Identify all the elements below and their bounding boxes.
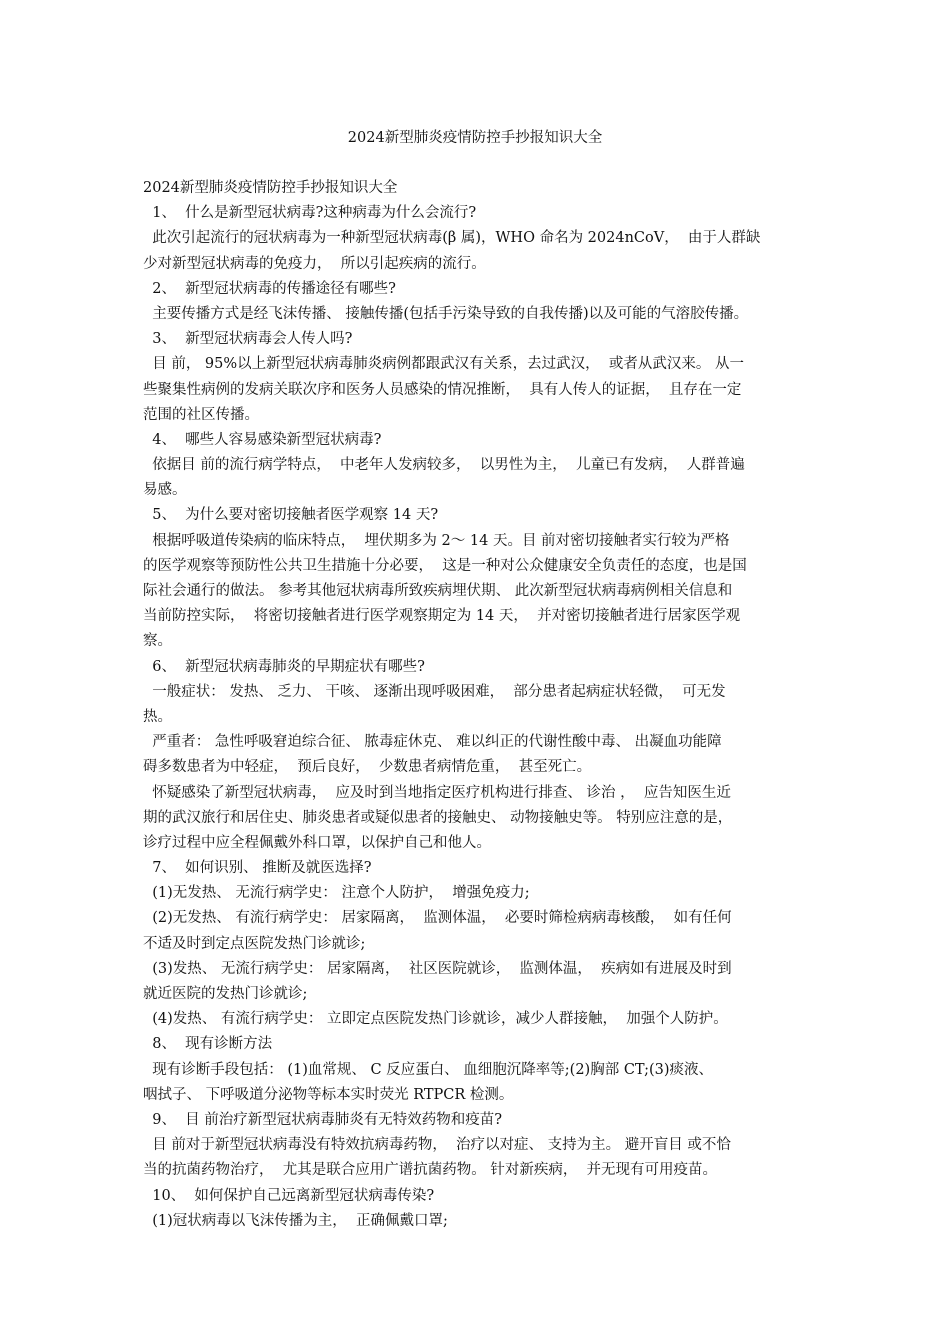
body-line: 8、 现有诊断方法 bbox=[143, 1036, 273, 1053]
body-line: 目 前， 95%以上新型冠状病毒肺炎病例都跟武汉有关系，去过武汉， 或者从武汉来。 从一 bbox=[143, 356, 744, 373]
body-line: 7、 如何识别、 推断及就医选择? bbox=[143, 860, 372, 877]
body-line: 9、 目 前治疗新型冠状病毒肺炎有无特效药物和疫苗? bbox=[143, 1111, 503, 1128]
body-line: 际社会通行的做法。 参考其他冠状病毒所致疾病埋伏期、 此次新型冠状病毒病例相关信息和 bbox=[143, 583, 733, 599]
body-line: 2024新型肺炎疫情防控手抄报知识大全 bbox=[143, 180, 398, 196]
body-line: 10、 如何保护自己远离新型冠状病毒传染? bbox=[143, 1187, 435, 1204]
body-line: 热。 bbox=[143, 708, 172, 725]
body-line: 一般症状： 发热、 乏力、 干咳、 逐渐出现呼吸困难， 部分患者起病症状轻微， 可无发 bbox=[143, 683, 726, 700]
document-body bbox=[143, 176, 823, 1234]
body-line: 2、 新型冠状病毒的传播途径有哪些? bbox=[143, 280, 396, 297]
body-line: 4、 哪些人容易感染新型冠状病毒? bbox=[143, 431, 382, 448]
body-line: 碍多数患者为中轻症， 预后良好， 少数患者病情危重， 甚至死亡。 bbox=[143, 759, 592, 776]
body-line: 怀疑感染了新型冠状病毒， 应及时到当地指定医疗机构进行排查、 诊治 ， 应告知医生近 bbox=[143, 784, 731, 801]
body-line: 目 前对于新型冠状病毒没有特效抗病毒药物， 治疗以对症、 支持为主。 避开盲目 或不恰 bbox=[143, 1137, 731, 1154]
body-line: (4)发热、 有流行病学史： 立即定点医院发热门诊就诊，减少人群接触， 加强个人防护。 bbox=[143, 1011, 728, 1028]
body-line: 依据目 前的流行病学特点， 中老年人发病较多， 以男性为主， 儿童已有发病， 人群普遍 bbox=[143, 457, 745, 474]
document-title: 2024新型肺炎疫情防控手抄报知识大全 bbox=[347, 130, 603, 146]
body-line: 易感。 bbox=[143, 482, 187, 499]
body-line: 就近医院的发热门诊就诊; bbox=[143, 986, 308, 1002]
body-line: 诊疗过程中应全程佩戴外科口罩，以保护自己和他人。 bbox=[143, 834, 491, 851]
body-line: 些聚集性病例的发病关联次序和医务人员感染的情况推断， 具有人传人的证据， 且存在一定 bbox=[143, 381, 742, 398]
body-line: (2)无发热、 有流行病学史： 居家隔离， 监测体温， 必要时筛检病病毒核酸， 如有任何 bbox=[143, 910, 732, 927]
body-line: 主要传播方式是经飞沫传播、 接触传播(包括手污染导致的自我传播)以及可能的气溶胶传播。 bbox=[143, 305, 749, 322]
body-line: 严重者： 急性呼吸窘迫综合征、 脓毒症休克、 难以纠正的代谢性酸中毒、 出凝血功能障 bbox=[143, 734, 722, 751]
body-line: 3、 新型冠状病毒会人传人吗? bbox=[143, 331, 353, 348]
body-line: 当的抗菌药物治疗， 尤其是联合应用广谱抗菌药物。 针对新疾病， 并无现有可用疫苗。 bbox=[143, 1162, 718, 1179]
body-line: 根据呼吸道传染病的临床特点， 埋伏期多为 2～ 14 天。目 前对密切接触者实行较为严格 bbox=[143, 532, 730, 549]
body-line: 现有诊断手段包括： (1)血常规、 C 反应蛋白、 血细胞沉降率等;(2)胸部 CT;(3)痰液、 bbox=[143, 1061, 713, 1078]
body-line: 不适及时到定点医院发热门诊就诊; bbox=[143, 935, 366, 952]
body-line: (1)无发热、 无流行病学史： 注意个人防护， 增强免疫力; bbox=[143, 885, 530, 902]
body-line: 此次引起流行的冠状病毒为一种新型冠状病毒(β 属)，WHO 命名为 2024nCoV， 由于人群缺 bbox=[143, 230, 761, 247]
body-line: 范围的社区传播。 bbox=[143, 406, 259, 423]
body-line: 少对新型冠状病毒的免疫力， 所以引起疾病的流行。 bbox=[143, 255, 486, 272]
body-line: 咽拭子、 下呼吸道分泌物等标本实时荧光 RTPCR 检测。 bbox=[143, 1086, 514, 1103]
body-line: 的医学观察等预防性公共卫生措施十分必要， 这是一种对公众健康安全负责任的态度，也是国 bbox=[143, 557, 747, 574]
body-line: 6、 新型冠状病毒肺炎的早期症状有哪些? bbox=[143, 658, 425, 675]
body-line: 当前防控实际， 将密切接触者进行医学观察期定为 14 天， 并对密切接触者进行居家医学观 bbox=[143, 608, 741, 625]
body-line: 期的武汉旅行和居住史、肺炎患者或疑似患者的接触史、 动物接触史等。 特别应注意的是， bbox=[143, 809, 733, 826]
body-line: (1)冠状病毒以飞沫传播为主， 正确佩戴口罩; bbox=[143, 1212, 448, 1229]
body-line: 1、 什么是新型冠状病毒?这种病毒为什么会流行? bbox=[143, 205, 477, 222]
body-line: (3)发热、 无流行病学史： 居家隔离， 社区医院就诊， 监测体温， 疾病如有进展及时到 bbox=[143, 960, 732, 977]
body-line: 5、 为什么要对密切接触者医学观察 14 天? bbox=[143, 507, 439, 524]
body-line: 察。 bbox=[143, 633, 172, 650]
